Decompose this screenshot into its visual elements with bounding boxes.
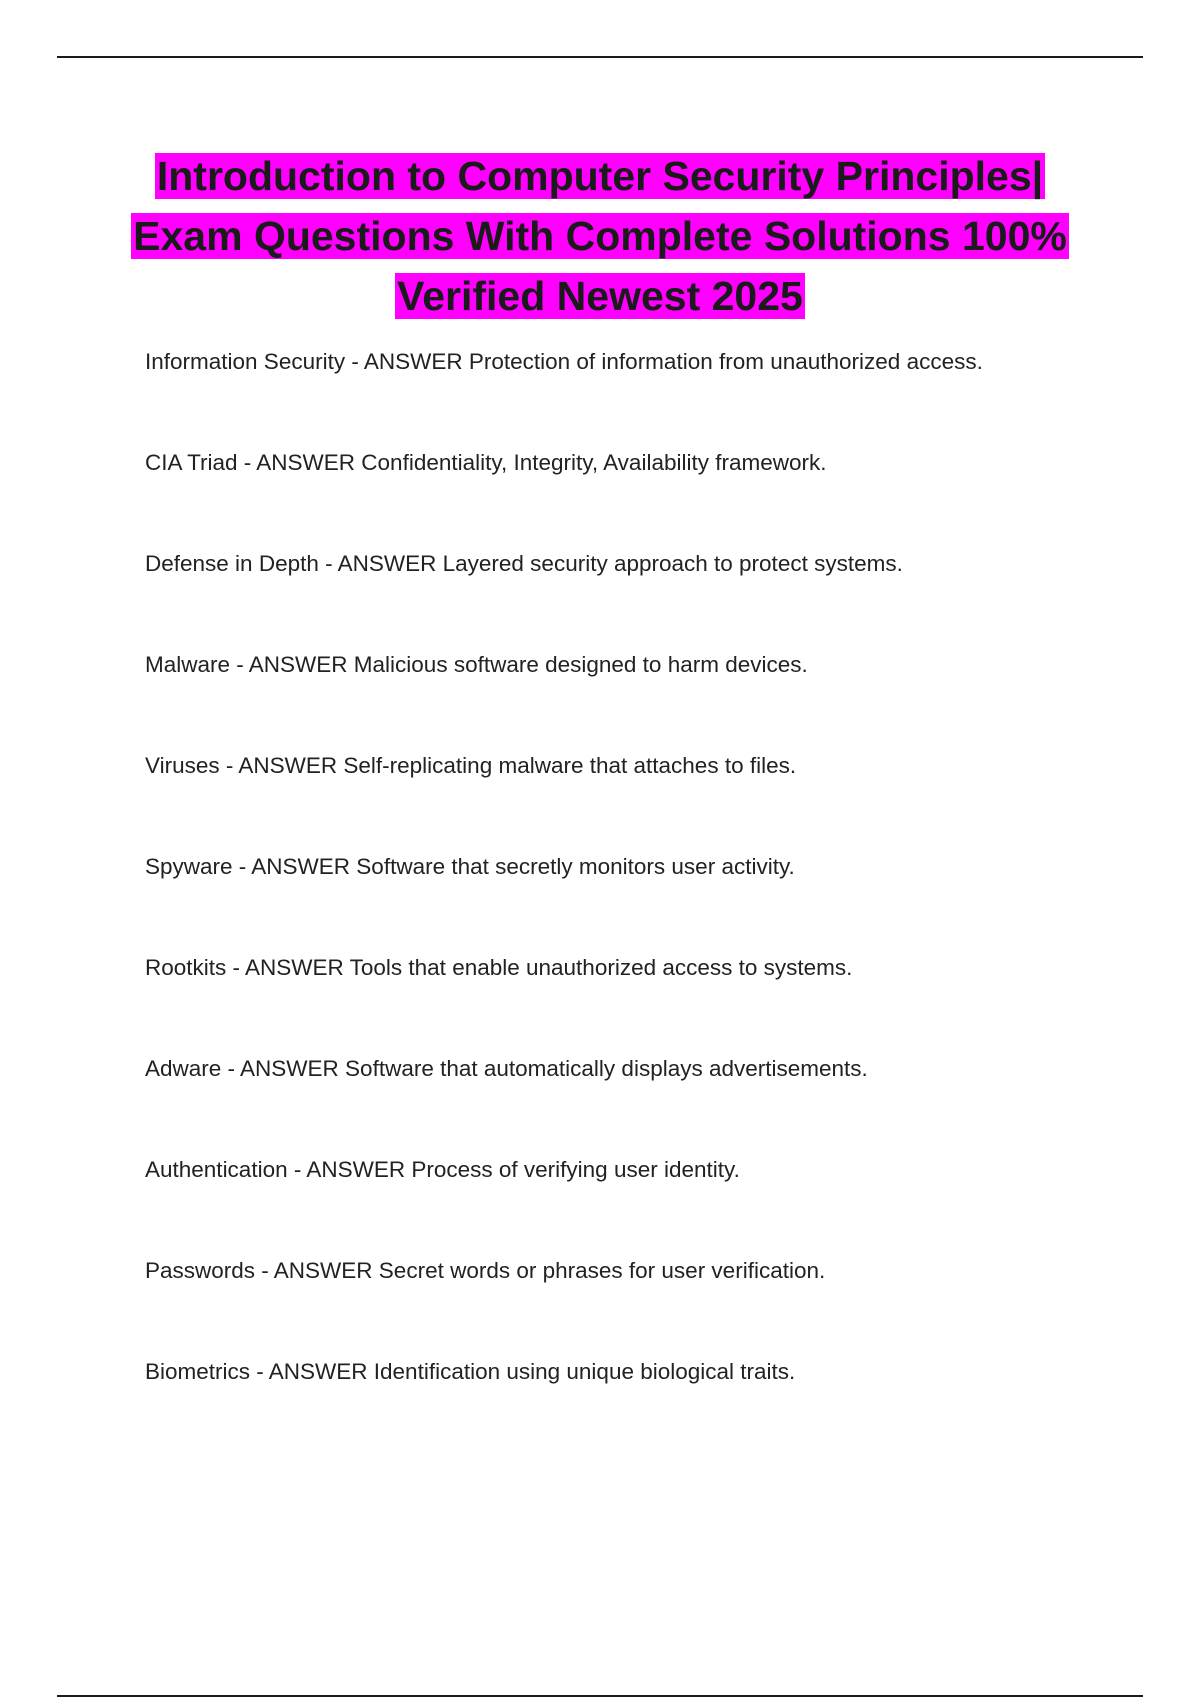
qa-item: Biometrics - ANSWER Identification using unique biological traits. bbox=[145, 1359, 796, 1384]
title-line-2: Exam Questions With Complete Solutions 100% bbox=[133, 213, 1067, 259]
qa-item: Authentication - ANSWER Process of verifying user identity. bbox=[145, 1157, 740, 1182]
qa-item: Information Security - ANSWER Protection of information from unauthorized access. bbox=[145, 349, 983, 374]
qa-list bbox=[145, 340, 1105, 1451]
bottom-divider bbox=[57, 1695, 1143, 1697]
qa-item: CIA Triad - ANSWER Confidentiality, Integrity, Availability framework. bbox=[145, 450, 827, 475]
qa-item: Rootkits - ANSWER Tools that enable unauthorized access to systems. bbox=[145, 955, 853, 980]
title-line-1: Introduction to Computer Security Principles| bbox=[156, 153, 1044, 199]
qa-item: Malware - ANSWER Malicious software designed to harm devices. bbox=[145, 652, 808, 677]
document-title bbox=[100, 146, 1100, 326]
qa-item: Viruses - ANSWER Self-replicating malware that attaches to files. bbox=[145, 753, 797, 778]
qa-item: Spyware - ANSWER Software that secretly monitors user activity. bbox=[145, 854, 795, 879]
top-divider bbox=[57, 56, 1143, 58]
title-line-3: Verified Newest 2025 bbox=[397, 273, 803, 319]
qa-item: Adware - ANSWER Software that automatically displays advertisements. bbox=[145, 1056, 868, 1081]
qa-item: Defense in Depth - ANSWER Layered security approach to protect systems. bbox=[145, 551, 903, 576]
qa-item: Passwords - ANSWER Secret words or phrases for user verification. bbox=[145, 1258, 826, 1283]
